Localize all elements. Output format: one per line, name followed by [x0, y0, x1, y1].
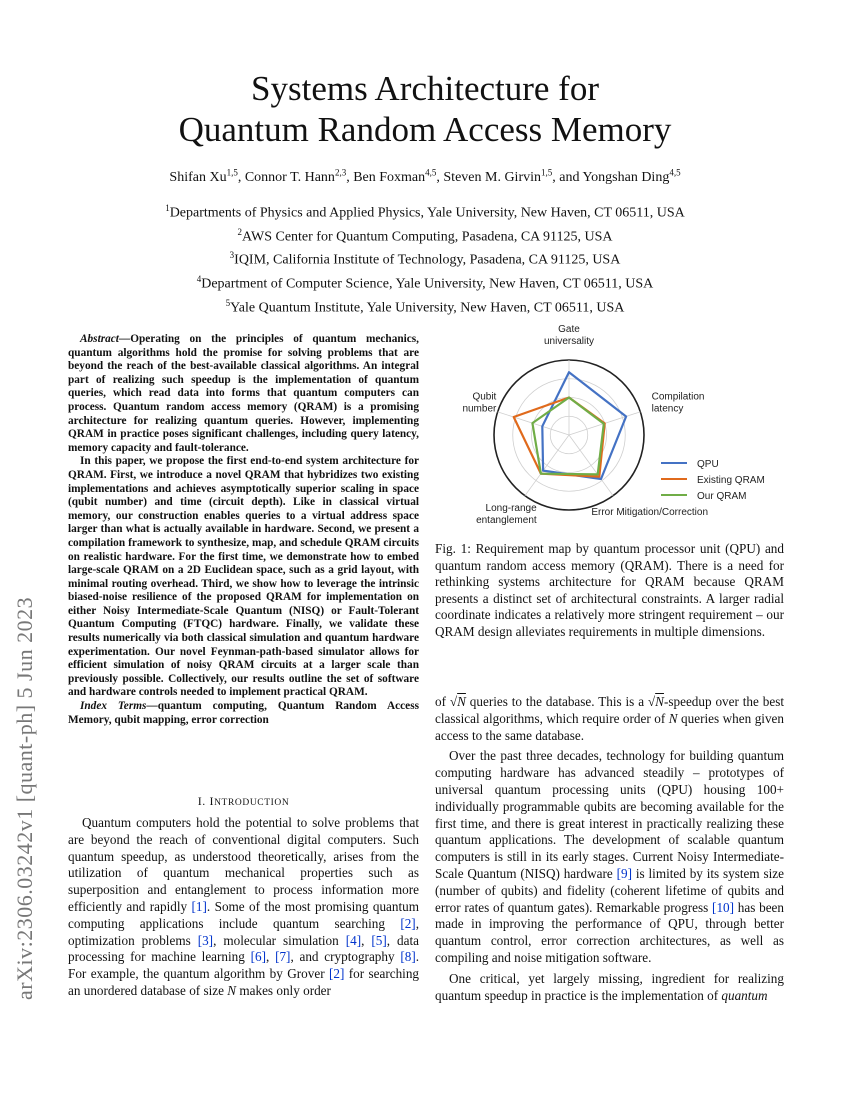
legend-label: Our QRAM: [697, 491, 747, 502]
radar-axis-label: Gate: [558, 325, 580, 335]
radar-axis-label: entanglement: [476, 515, 537, 527]
citation-link[interactable]: [9]: [616, 865, 633, 881]
abstract-paragraph-1: —Operating on the principles of quantum mechanics, quantum algorithms hold the promise for solving problems that are beyond the reach of the best-available classical algorithms. An integral part of realizing such speedup is the implementation of quantum queries, which read data into forms that quantum computers can process. Quantum random access memory (QRAM) is a promising architecture for realizing quantum queries. However, implementing QRAM in practice poses significant challenges, including query latency, memory capacity and fault-tolerance.: [68, 333, 419, 454]
citation-link[interactable]: [4]: [345, 932, 362, 948]
legend-label: QPU: [697, 459, 719, 470]
radar-axis-label: number: [462, 403, 497, 415]
radar-axis-label: Compilation: [651, 391, 705, 403]
section-heading: I. INTRODUCTION: [197, 794, 290, 808]
affiliation: $^5$Yale Quantum Institute, Yale University, New Haven, CT 06511, USA: [225, 297, 625, 316]
radar-axis-label: Qubit: [472, 391, 497, 403]
right-column-text: of √N queries to the database. This is a √N-speedup over the best classical algorithms, which require order of N queries when given access to the same database. Over the past three decades, technology for building quantum computing hardware has advanced steadily – prototypes of universal quantum processing units (QPU) housing 100+ individually programmable qubits are becoming available for the first time, and there is great interest in practically realizing these quantum applications. The development of scalable quantum computers is still in its early stages. Current Noisy Intermediate-Scale Quantum (NISQ) hardware [9] is limited by its system size (number of qubits) and fidelity (coherent lifetime of qubits and error rates of quantum gates). Remarkable progress [10] has been made in improving the performance of QPU, through better quantum control, error correction architectures, as well as compiling and noise mitigation software. One critical, yet largely missing, ingredient for realizing quantum speedup in practice is the implementation of quantum: [435, 694, 784, 1003]
intro-paragraph: Quantum computers hold the potential to solve problems that are beyond the reach of conventional digital computers. Such quantum speedup, as understood theoretically, arises from the utilization of quantum mechanical properties such as superposition and entanglement to process information more efficiently and rapidly [1]. Some of the most promising quantum computing applications include quantum searching [2], optimization problems [3], molecular simulation [4], [5], data processing for machine learning [6], [7], and cryptography [8]. For example, the quantum algorithm by Grover [2] for searching an unordered database of size N makes only order: [68, 815, 420, 998]
author: Connor T. Hann$^{2,3}$,: [244, 167, 354, 185]
abstract: [68, 333, 419, 727]
abstract-paragraph-2: In this paper, we propose the first end-to-end system architecture for QRAM. First, we introduce a novel QRAM that hybridizes two existing implementations and achieves asymptotically superior scaling in space (qubit number) and time (circuit depth). Like in classical virtual memory, our construction enables queries to a virtual address space larger than what is actually available in hardware. Second, we present a compilation framework to synthesize, map, and schedule QRAM circuits on realistic hardware. For the first time, we demonstrate how to embed large-scale QRAM on a 2D Euclidean space, such as a grid layout, with minimal routing overhead. Third, we show how to leverage the intrinsic biased-noise resilience of the proposed QRAM for implementation on either Noisy Intermediate-Scale Quantum (NISQ) or Fault-Tolerant Quantum Computing (FTQC) hardware. Finally, we validate these results numerically via both classical simulation and quantum hardware experimentation. Our novel Feynman-path-based simulator allows for efficient simulation of noisy QRAM circuits at a larger scale than previously possible. Collectively, our results outline the set of software and hardware controls needed to implement practical QRAM.: [68, 455, 419, 699]
citation-link[interactable]: [8]: [400, 949, 416, 965]
radar-axis-label: Error Mitigation/Correction: [591, 507, 709, 519]
radar-axis-label: universality: [543, 336, 595, 347]
radar-legend: [661, 459, 765, 502]
author: Shifan Xu$^{1,5}$,: [169, 167, 245, 185]
paper-title: [0, 68, 850, 150]
affiliation: $^4$Department of Computer Science, Yale University, New Haven, CT 06511, USA: [196, 273, 654, 292]
sqrt-symbol: √N: [647, 694, 664, 709]
affiliation: $^3$IQIM, California Institute of Technology, Pasadena, CA 91125, USA: [229, 250, 621, 268]
author: Yongshan Ding$^{4,5}$: [582, 167, 681, 185]
radar-chart: [435, 325, 784, 530]
radar-axis-label: Long-range: [485, 503, 537, 515]
citation-link[interactable]: [6]: [250, 949, 267, 965]
radar-axis-label: latency: [651, 403, 684, 415]
citation-link[interactable]: [5]: [371, 932, 387, 948]
abstract-label: Abstract: [80, 333, 119, 345]
citation-link[interactable]: [3]: [197, 932, 214, 948]
citation-link[interactable]: [1]: [191, 898, 207, 914]
title-line-2: Quantum Random Access Memory: [178, 110, 672, 149]
author: Ben Foxman$^{4,5}$,: [353, 167, 444, 185]
legend-label: Existing QRAM: [697, 475, 765, 486]
citation-link[interactable]: [7]: [275, 949, 291, 965]
title-line-1: Systems Architecture for: [251, 69, 599, 108]
citation-link[interactable]: [10]: [712, 899, 735, 915]
index-terms-label: Index Terms: [80, 700, 147, 713]
index-terms: —quantum computing, Quantum Random Access Memory, qubit mapping, error correction: [68, 700, 419, 726]
author-list: [0, 167, 850, 186]
sqrt-symbol: √N: [449, 694, 466, 709]
figure-caption: Fig. 1: Requirement map by quantum processor unit (QPU) and quantum random access memory (QRAM). There is a need for rethinking systems architecture for QRAM because QRAM presents a distinct set of architectural constraints. A larger radial coordinate indicates a relatively more stringent requirement – our QRAM design alleviates requirements in multiple dimensions.: [435, 541, 784, 639]
radar-series: [514, 372, 626, 479]
radar-grid: [494, 360, 644, 510]
arxiv-stamp: arXiv:2306.03242v1 [quant-ph] 5 Jun 2023: [12, 596, 37, 1000]
affiliation: $^2$AWS Center for Quantum Computing, Pasadena, CA 91125, USA: [237, 226, 613, 245]
citation-link[interactable]: [2]: [400, 915, 416, 931]
citation-link[interactable]: [2]: [328, 966, 345, 982]
author: Steven M. Girvin$^{1,5}$, and: [443, 167, 583, 185]
affiliations: [0, 199, 850, 317]
affiliation: $^1$Departments of Physics and Applied Physics, Yale University, New Haven, CT 06511, USA: [165, 203, 685, 221]
radar-series-qpu: [542, 372, 626, 479]
